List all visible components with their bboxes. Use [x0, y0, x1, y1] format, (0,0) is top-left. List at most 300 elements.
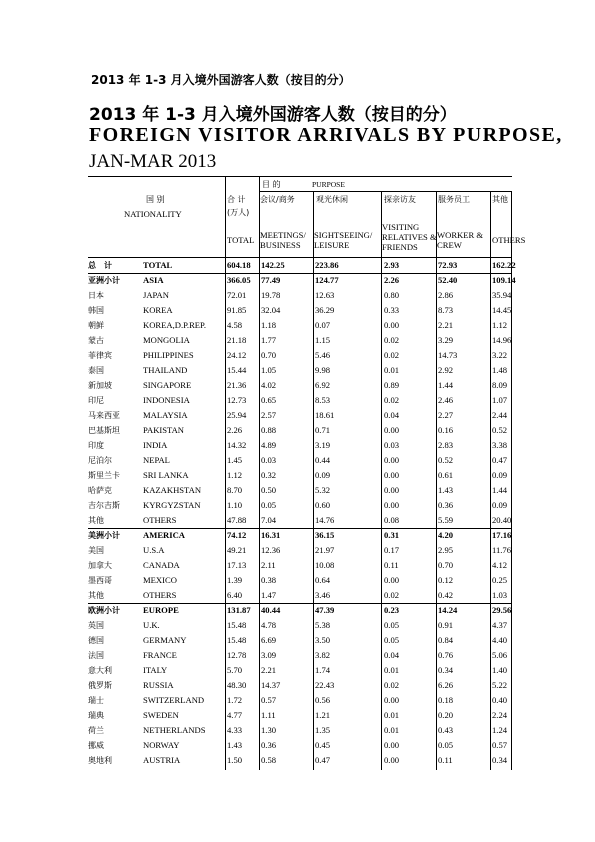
sightseeing-header-en: SIGHTSEEING/ LEISURE	[314, 230, 373, 250]
visiting-value: 0.00	[384, 575, 400, 585]
country-name-cn: 菲律宾	[88, 351, 112, 360]
country-name-cn: 瑞士	[88, 696, 104, 705]
others-value: 0.57	[492, 740, 508, 750]
meetings-value: 0.05	[261, 500, 277, 510]
sightseeing-value: 1.15	[315, 335, 331, 345]
total-value: 1.12	[227, 470, 243, 480]
meetings-value: 4.02	[261, 380, 277, 390]
sightseeing-value: 21.97	[315, 545, 335, 555]
visiting-header-cn: 探亲访友	[384, 195, 416, 204]
country-name-cn: 斯里兰卡	[88, 471, 120, 480]
total-value: 1.43	[227, 740, 243, 750]
worker-value: 5.59	[438, 515, 454, 525]
page-title-chinese: 2013 年 1-3 月入境外国游客人数（按目的分）	[89, 105, 457, 125]
visiting-value: 0.00	[384, 425, 400, 435]
sightseeing-value: 0.71	[315, 425, 331, 435]
table-row	[88, 633, 508, 648]
others-value: 0.09	[492, 500, 508, 510]
visiting-value: 0.17	[384, 545, 400, 555]
country-name-cn: 泰国	[88, 366, 104, 375]
worker-value: 1.43	[438, 485, 454, 495]
purpose-header-en: PURPOSE	[312, 180, 345, 189]
total-value: 21.36	[227, 380, 247, 390]
worker-value: 0.70	[438, 560, 454, 570]
visiting-value: 0.02	[384, 335, 400, 345]
country-name-en: SWITZERLAND	[143, 695, 205, 705]
others-value: 0.34	[492, 755, 508, 765]
others-value: 1.12	[492, 320, 508, 330]
total-value: 366.05	[227, 275, 251, 285]
others-value: 0.09	[492, 470, 508, 480]
visiting-value: 0.33	[384, 305, 400, 315]
sightseeing-value: 47.39	[315, 605, 335, 615]
table-row	[88, 573, 508, 588]
table-row	[88, 588, 508, 603]
country-name-en: THAILAND	[143, 365, 188, 375]
country-name-cn: 巴基斯坦	[88, 426, 120, 435]
visiting-value: 0.02	[384, 680, 400, 690]
sightseeing-value: 0.07	[315, 320, 331, 330]
table-body	[88, 258, 516, 768]
visiting-value: 0.80	[384, 290, 400, 300]
meetings-value: 0.65	[261, 395, 277, 405]
total-value: 5.70	[227, 665, 243, 675]
table-row	[88, 348, 508, 363]
meetings-value: 19.78	[261, 290, 281, 300]
sightseeing-value: 223.86	[315, 260, 339, 270]
country-name-en: U.K.	[143, 620, 160, 630]
meetings-value: 4.78	[261, 620, 277, 630]
others-value: 3.22	[492, 350, 508, 360]
country-name-cn: 美国	[88, 546, 104, 555]
sightseeing-value: 6.92	[315, 380, 331, 390]
meetings-value: 1.11	[261, 710, 276, 720]
total-value: 21.18	[227, 335, 247, 345]
others-value: 8.09	[492, 380, 508, 390]
total-value: 25.94	[227, 410, 247, 420]
country-name-cn: 哈萨克	[88, 486, 112, 495]
table-row	[88, 603, 512, 618]
country-name-cn: 英国	[88, 621, 104, 630]
meetings-value: 32.04	[261, 305, 281, 315]
meetings-header-en: MEETINGS/ BUSINESS	[260, 230, 306, 250]
country-name-en: MEXICO	[143, 575, 177, 585]
worker-header-en: WORKER & CREW	[437, 230, 484, 250]
country-name-en: RUSSIA	[143, 680, 174, 690]
sightseeing-value: 1.21	[315, 710, 331, 720]
visiting-value: 0.00	[384, 320, 400, 330]
worker-value: 14.24	[438, 605, 458, 615]
meetings-value: 1.47	[261, 590, 277, 600]
total-value: 12.78	[227, 650, 247, 660]
sightseeing-value: 9.98	[315, 365, 331, 375]
others-value: 29.56	[492, 605, 512, 615]
worker-value: 0.43	[438, 725, 454, 735]
total-value: 15.44	[227, 365, 247, 375]
total-value: 604.18	[227, 260, 251, 270]
meetings-value: 0.58	[261, 755, 277, 765]
meetings-header-cn: 会议/商务	[260, 195, 295, 204]
visiting-value: 2.26	[384, 275, 400, 285]
total-value: 4.77	[227, 710, 243, 720]
total-header-unit: (万人)	[227, 208, 250, 217]
others-value: 1.07	[492, 395, 508, 405]
table-row	[88, 438, 508, 453]
country-name-en: SINGAPORE	[143, 380, 192, 390]
table-row	[88, 528, 512, 543]
country-name-cn: 总 计	[88, 261, 112, 270]
sightseeing-value: 3.46	[315, 590, 331, 600]
country-name-cn: 马来西亚	[88, 411, 120, 420]
table-row	[88, 738, 508, 753]
visiting-value: 0.02	[384, 350, 400, 360]
total-value: 47.88	[227, 515, 247, 525]
sightseeing-value: 36.15	[315, 530, 335, 540]
page-title-english-period: JAN-MAR 2013	[89, 151, 217, 172]
worker-value: 2.27	[438, 410, 454, 420]
meetings-value: 1.30	[261, 725, 277, 735]
others-value: 4.12	[492, 560, 508, 570]
country-name-cn: 日本	[88, 291, 104, 300]
total-value: 2.26	[227, 425, 243, 435]
sightseeing-value: 5.32	[315, 485, 331, 495]
country-name-en: JAPAN	[143, 290, 169, 300]
others-value: 11.76	[492, 545, 512, 555]
total-value: 17.13	[227, 560, 247, 570]
country-name-cn: 瑞典	[88, 711, 104, 720]
others-value: 2.24	[492, 710, 508, 720]
worker-value: 0.52	[438, 455, 454, 465]
sightseeing-value: 14.76	[315, 515, 335, 525]
country-name-en: TOTAL	[143, 260, 173, 270]
country-name-cn: 意大利	[88, 666, 112, 675]
country-name-en: KOREA,D.P.REP.	[143, 320, 207, 330]
visiting-header-en: VISITING RELATIVES & FRIENDS	[382, 222, 437, 252]
table-row	[88, 618, 508, 633]
visiting-value: 0.04	[384, 650, 400, 660]
country-name-cn: 朝鲜	[88, 321, 104, 330]
country-name-cn: 其他	[88, 591, 104, 600]
meetings-value: 1.77	[261, 335, 277, 345]
country-name-cn: 奥地利	[88, 756, 112, 765]
sightseeing-value: 3.19	[315, 440, 331, 450]
total-value: 6.40	[227, 590, 243, 600]
table-row	[88, 648, 508, 663]
others-value: 17.16	[492, 530, 512, 540]
visiting-value: 0.04	[384, 410, 400, 420]
sightseeing-value: 12.63	[315, 290, 335, 300]
others-header-cn: 其他	[492, 195, 508, 204]
sightseeing-value: 22.43	[315, 680, 335, 690]
sightseeing-value: 0.44	[315, 455, 331, 465]
meetings-value: 40.44	[261, 605, 281, 615]
visiting-value: 0.03	[384, 440, 400, 450]
country-name-cn: 韩国	[88, 306, 104, 315]
sightseeing-value: 0.64	[315, 575, 331, 585]
total-header-en: TOTAL	[227, 235, 255, 245]
sightseeing-value: 1.74	[315, 665, 331, 675]
table-row	[88, 723, 508, 738]
others-value: 4.37	[492, 620, 508, 630]
total-value: 1.50	[227, 755, 243, 765]
table-row	[88, 318, 508, 333]
others-value: 14.96	[492, 335, 512, 345]
meetings-value: 0.03	[261, 455, 277, 465]
worker-value: 0.11	[438, 755, 453, 765]
worker-value: 0.05	[438, 740, 454, 750]
country-name-cn: 印尼	[88, 396, 104, 405]
worker-header-cn: 服务员工	[438, 195, 470, 204]
table-row	[88, 678, 508, 693]
others-value: 35.94	[492, 290, 512, 300]
worker-value: 1.44	[438, 380, 454, 390]
visiting-value: 0.02	[384, 395, 400, 405]
total-value: 14.32	[227, 440, 247, 450]
country-name-cn: 亚洲小计	[88, 276, 120, 285]
meetings-value: 0.36	[261, 740, 277, 750]
total-value: 1.39	[227, 575, 243, 585]
others-value: 5.22	[492, 680, 508, 690]
sightseeing-value: 0.09	[315, 470, 331, 480]
country-name-en: KYRGYZSTAN	[143, 500, 201, 510]
others-value: 0.52	[492, 425, 508, 435]
total-value: 48.30	[227, 680, 247, 690]
total-value: 131.87	[227, 605, 251, 615]
sightseeing-value: 1.35	[315, 725, 331, 735]
sightseeing-value: 8.53	[315, 395, 331, 405]
others-value: 20.40	[492, 515, 512, 525]
total-value: 1.10	[227, 500, 243, 510]
others-value: 2.44	[492, 410, 508, 420]
country-name-cn: 德国	[88, 636, 104, 645]
visiting-value: 0.11	[384, 560, 399, 570]
worker-value: 0.36	[438, 500, 454, 510]
country-name-en: EUROPE	[143, 605, 179, 615]
country-name-en: SWEDEN	[143, 710, 179, 720]
sightseeing-value: 3.82	[315, 650, 331, 660]
visiting-value: 0.01	[384, 665, 400, 675]
meetings-value: 1.05	[261, 365, 277, 375]
country-name-en: KAZAKHSTAN	[143, 485, 202, 495]
worker-value: 8.73	[438, 305, 454, 315]
sightseeing-value: 18.61	[315, 410, 335, 420]
country-name-en: ITALY	[143, 665, 168, 675]
total-value: 24.12	[227, 350, 247, 360]
total-value: 8.70	[227, 485, 243, 495]
nationality-header-en: NATIONALITY	[124, 209, 182, 219]
sightseeing-header-cn: 观光休闲	[316, 195, 348, 204]
visitor-table	[88, 176, 526, 768]
table-row	[88, 468, 508, 483]
country-name-cn: 加拿大	[88, 561, 112, 570]
others-value: 162.22	[492, 260, 516, 270]
worker-value: 0.61	[438, 470, 454, 480]
worker-value: 14.73	[438, 350, 458, 360]
country-name-cn: 其他	[88, 516, 104, 525]
table-row	[88, 483, 508, 498]
meetings-value: 6.69	[261, 635, 277, 645]
meetings-value: 7.04	[261, 515, 277, 525]
visiting-value: 0.00	[384, 485, 400, 495]
meetings-value: 12.36	[261, 545, 281, 555]
country-name-en: U.S.A	[143, 545, 165, 555]
country-name-cn: 俄罗斯	[88, 681, 112, 690]
country-name-cn: 挪威	[88, 741, 104, 750]
country-name-en: OTHERS	[143, 590, 177, 600]
meetings-value: 3.09	[261, 650, 277, 660]
country-name-en: AUSTRIA	[143, 755, 181, 765]
total-header-cn: 合 计	[227, 195, 246, 204]
total-value: 1.72	[227, 695, 243, 705]
table-row	[88, 303, 512, 318]
others-value: 1.03	[492, 590, 508, 600]
country-name-en: PHILIPPINES	[143, 350, 194, 360]
worker-value: 2.95	[438, 545, 454, 555]
visiting-value: 0.08	[384, 515, 400, 525]
meetings-value: 4.89	[261, 440, 277, 450]
meetings-value: 1.18	[261, 320, 277, 330]
visiting-value: 0.02	[384, 590, 400, 600]
worker-value: 0.12	[438, 575, 454, 585]
total-value: 91.85	[227, 305, 247, 315]
page-header: 2013 年 1-3 月入境外国游客人数（按目的分）	[91, 73, 351, 87]
visiting-value: 0.01	[384, 365, 400, 375]
table-row	[88, 543, 512, 558]
meetings-value: 0.32	[261, 470, 277, 480]
total-value: 1.45	[227, 455, 243, 465]
worker-value: 0.20	[438, 710, 454, 720]
visiting-value: 0.23	[384, 605, 400, 615]
country-name-cn: 法国	[88, 651, 104, 660]
country-name-en: INDONESIA	[143, 395, 190, 405]
others-value: 5.06	[492, 650, 508, 660]
sightseeing-value: 5.38	[315, 620, 331, 630]
worker-value: 2.46	[438, 395, 454, 405]
visiting-value: 0.00	[384, 500, 400, 510]
others-value: 1.44	[492, 485, 508, 495]
country-name-cn: 尼泊尔	[88, 456, 112, 465]
country-name-en: OTHERS	[143, 515, 177, 525]
worker-value: 6.26	[438, 680, 454, 690]
total-value: 15.48	[227, 620, 247, 630]
worker-value: 0.91	[438, 620, 454, 630]
country-name-cn: 蒙古	[88, 336, 104, 345]
worker-value: 0.76	[438, 650, 454, 660]
sightseeing-value: 0.60	[315, 500, 331, 510]
worker-value: 0.42	[438, 590, 454, 600]
table-row	[88, 378, 508, 393]
table-row	[88, 753, 508, 768]
country-name-en: MONGOLIA	[143, 335, 190, 345]
table-row	[88, 363, 508, 378]
worker-value: 3.29	[438, 335, 454, 345]
country-name-cn: 荷兰	[88, 726, 104, 735]
sightseeing-value: 0.45	[315, 740, 331, 750]
sightseeing-value: 3.50	[315, 635, 331, 645]
worker-value: 0.84	[438, 635, 454, 645]
meetings-value: 0.57	[261, 695, 277, 705]
total-value: 4.58	[227, 320, 243, 330]
sightseeing-value: 0.47	[315, 755, 331, 765]
worker-value: 0.34	[438, 665, 454, 675]
country-name-en: NEPAL	[143, 455, 170, 465]
sightseeing-value: 10.08	[315, 560, 335, 570]
table-row	[88, 558, 508, 573]
table-row	[88, 498, 508, 513]
meetings-value: 2.11	[261, 560, 276, 570]
total-value: 72.01	[227, 290, 247, 300]
table-row	[88, 693, 508, 708]
others-value: 1.24	[492, 725, 508, 735]
worker-value: 2.21	[438, 320, 454, 330]
others-header-en: OTHERS	[492, 235, 526, 245]
nationality-header-cn: 国 别	[146, 195, 165, 204]
meetings-value: 0.70	[261, 350, 277, 360]
table-row	[88, 273, 516, 288]
others-value: 0.40	[492, 695, 508, 705]
table-header	[88, 176, 526, 258]
total-value: 74.12	[227, 530, 247, 540]
worker-value: 0.18	[438, 695, 454, 705]
table-row	[88, 288, 512, 303]
visiting-value: 2.93	[384, 260, 400, 270]
visiting-value: 0.00	[384, 740, 400, 750]
visiting-value: 0.00	[384, 470, 400, 480]
country-name-cn: 墨西哥	[88, 576, 112, 585]
others-value: 4.40	[492, 635, 508, 645]
worker-value: 72.93	[438, 260, 458, 270]
country-name-en: MALAYSIA	[143, 410, 188, 420]
country-name-cn: 印度	[88, 441, 104, 450]
sightseeing-value: 36.29	[315, 305, 335, 315]
others-value: 1.48	[492, 365, 508, 375]
worker-value: 0.16	[438, 425, 454, 435]
country-name-en: ASIA	[143, 275, 164, 285]
visiting-value: 0.31	[384, 530, 400, 540]
others-value: 1.40	[492, 665, 508, 675]
visiting-value: 0.01	[384, 725, 400, 735]
table-row	[88, 333, 512, 348]
visiting-value: 0.89	[384, 380, 400, 390]
others-value: 3.38	[492, 440, 508, 450]
total-value: 15.48	[227, 635, 247, 645]
meetings-value: 142.25	[261, 260, 285, 270]
others-value: 109.14	[492, 275, 516, 285]
total-value: 49.21	[227, 545, 247, 555]
worker-value: 4.20	[438, 530, 454, 540]
total-value: 12.73	[227, 395, 247, 405]
table-row	[88, 258, 516, 273]
table-row	[88, 663, 508, 678]
table-row	[88, 708, 508, 723]
others-value: 14.45	[492, 305, 512, 315]
country-name-en: KOREA	[143, 305, 173, 315]
page-title-english: FOREIGN VISITOR ARRIVALS BY PURPOSE,	[89, 124, 563, 146]
country-name-en: PAKISTAN	[143, 425, 185, 435]
worker-value: 2.86	[438, 290, 454, 300]
table-row	[88, 453, 508, 468]
country-name-en: NORWAY	[143, 740, 180, 750]
meetings-value: 77.49	[261, 275, 281, 285]
others-value: 0.25	[492, 575, 508, 585]
country-name-en: CANADA	[143, 560, 180, 570]
table-row	[88, 393, 508, 408]
country-name-cn: 美洲小计	[88, 531, 120, 540]
meetings-value: 2.21	[261, 665, 277, 675]
purpose-header-cn: 目 的	[262, 180, 281, 189]
country-name-cn: 新加坡	[88, 381, 112, 390]
country-name-en: SRI LANKA	[143, 470, 189, 480]
